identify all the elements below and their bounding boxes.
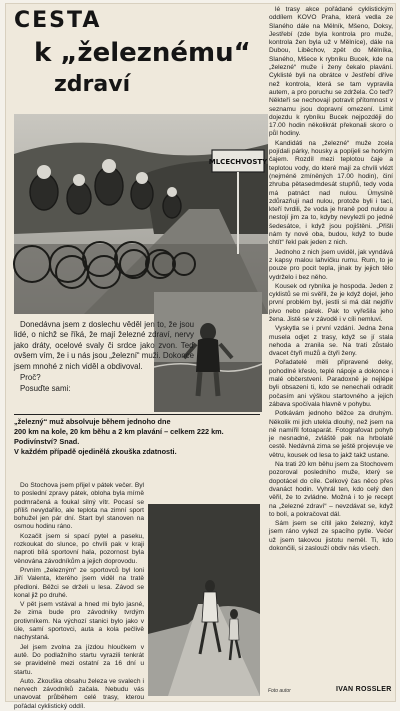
right-paragraph: Kandidáti na „železné“ muže zcela pojídali párky, housky a popíjeli se horkým čajem. Rozdíl mezi teplotou čaje a teplotou vody, do které mají za chvíli vlézt (nejméně zmíněných 17.00 hodin), činí zhruba pětasedmdesát stupňů, tedy voda má patnáct nad nulou. Úmyslně zdůrazňuji nad nulou, protože byli i tací, kteří tvrdili, že voda je hraně pod nulou a nestojí jim za to, kdyby nevylezli po jedné šedesátce, i když jsou pojištěni. „Přišli nám ty nové oba, budou, když to bude chtít“ řekl pak jeden z nich. (269, 139, 393, 247)
info-box-line: V každém případě ojedinělá zkouška zdatnosti. (14, 447, 177, 456)
left-paragraph: Auto. Zkouška obsahu železa ve svalech i nervech závodníků začala. Nebudu vás unavovat průběhem celé trasy, kterou pořádal cyklistický oddíl. (14, 677, 144, 710)
article-left-lower-column (14, 482, 144, 710)
right-paragraph: Potkávám jednoho běžce za druhým. Několik mi jich utekla dlouhý, než jsem na ně namířil fotoaparát. Fotografovat pohyb je nesnadné, zvláště pak na hrbolaté cestě. Nedávná zima se ještě projevuje ve větru, kousek od lesa to jakž takž ustane. (269, 410, 393, 459)
newspaper-clipping (6, 4, 395, 710)
headline-line-1: CESTA (14, 8, 102, 33)
intro-paragraph: Donedávna jsem z doslechu věděl jen to, že jsou lidé, o nichž se říká, že mají železné zdraví, nervy jako dráty, ocelové svaly či srdce jako zvon. Teď ovšem vím, že i u nás jsou „železní“ muži. Dokonce jsem mnohé z nich viděl a obdivoval. (14, 320, 194, 371)
info-box-line: „železný“ muž absolvuje během jednoho dne (14, 417, 171, 426)
left-paragraph: Do Stochova jsem přijel v pátek večer. Byl to poslední zpravy pátek, obloha byla mírně podmračená a foukal silný vítr. Pocasí se příliš nevydařilo, ale teplota na zimní sport bohužel jen pár dní. Start byl stanoven na osmou hodinu ráno. (14, 482, 144, 531)
right-paragraph: Vyskytla se i první vzdání. Jedna žena musela odjet z trasy, když se jí stala nehoda a zranila se. Na trati zůstalo dvacet čtyři mužů a čtyři ženy. (269, 325, 393, 358)
left-paragraph: Kozačit jsem si spací pytel a paseku, rozkoukat do slunce, po chvíli pak v kraji naproti bílá sportovní hala, pozornost byla věnována závodníkům a jejich doprovodu. (14, 532, 144, 565)
right-paragraph: Pořadatelé měli připravené deky, pohodlné křeslo, teplé nápoje a dokonce i malé občerstvení. Paradoxně je nejlépe byli obsazeni ti, kdo se nenechali odradit počasím ani výškou startovného a jejich zábava spočívala hlavně v pohybu. (269, 359, 393, 408)
left-paragraph: Jel jsem zvolna za jízdou hloučkem v autě. Do podlažního startu vyrazili tenkrát se pravidelně mezi ostatní za 16 dní u startu. (14, 643, 144, 676)
cyclists-photo (14, 114, 268, 314)
runners-photo-image (148, 504, 260, 696)
headline-line-3: zdraví (54, 72, 131, 97)
article-right-column (269, 6, 393, 686)
right-paragraph: Sám jsem se cítil jako železný, když jsem ráno vylezl ze spacího pytle. Večer už jsem takovou jistotu neměl. Ti, kdo dokončili, si zaslouží obdiv nás všech. (269, 520, 393, 552)
info-box-rule (14, 414, 260, 415)
right-paragraph: lé trasy akce pořádané cyklistickým oddílem KOVO Praha, která vedla ze Slaného dále na Mělník, Mšeno, Doksy, Jestřebí (zde byla kontrola pro muže, kontrola žen byla už v Mělníce), dále na Dubou, Liběchov, zpět do Mělníka, Slaného, Mšece k rybníku Bucek, kde na „železné“ muže i ženy čekalo plavání. Cyklisté byli na obrátce v Jestřebí dříve než kontrola, která se tam vypravila autem, a pro poruchu se zdržela. Co teď? Někteří se nechovají potravit přítomnost v seznamu jsou dopravní omezení. Limit dojezdu k rybníku Bucek nejpozději do 17.00 hodin několikrát překonali skoro o půl hodiny. (269, 6, 393, 138)
headline-line-2: k „železnému“ (34, 38, 251, 68)
headline (14, 8, 264, 100)
info-box-line: Podivínství? Snad. (14, 437, 80, 446)
article-intro (14, 320, 194, 408)
cyclists-photo-image (14, 114, 268, 314)
town-sign-text: MLCECHVOSTY (208, 158, 268, 166)
left-paragraph: V pět jsem vstával a hned mi bylo jasné, že zima bude pro závodníky tvrdým protivníkem. Na výchozí stanici bylo jako v úle, samí sportovci, auta a kola pečlivě nachystaná. (14, 601, 144, 642)
left-paragraph: Prvním „železným“ ze sportovců byl loni Jiří Valenta, kterého jsem viděl na tratě předloni. Běžci se drželi u lesa. Závod se konal již po druhé. (14, 566, 144, 599)
right-paragraph: Na trati 20 km běhu jsem za Stochovem pozoroval posledního muže, který se dopotácel do cíle. Celkový čas něco přes dvanáct hodin. Vyhrál ten, kdo celý den věřil, že to zvládne. Možná i to je recept na „železné zdraví“ – nevzdávat se, když to bolí, a pokračovat dál. (269, 461, 393, 518)
author-name: IVAN ROSSLER (336, 686, 392, 693)
right-paragraph: Kousek od rybníka je hospoda. Jeden z cyklistů se mi svěřil, že je když dojel, jeho první problém byl, jestli si má dát nejdřív pivo nebo párek. Pak to vyřešila jeho žena. Jistě se v závodě i v cíli nemluví. (269, 282, 393, 323)
runners-photo (148, 504, 260, 696)
photo-credit: Foto autor (268, 688, 291, 694)
intro-judge: Posuďte sami: (20, 384, 71, 394)
info-box-line: 200 km na kole, 20 km běhu a 2 km plavání – celkem 222 km. (14, 427, 224, 436)
info-box (14, 414, 260, 474)
right-paragraph: Jednoho z nich jsem uviděl, jak vyndává z kapsy malou lahvičku rumu. Rum, to je pouze pro pocit tepla, jinak by jejich tělo vydrželo i bez něho. (269, 248, 393, 281)
intro-question: Proč? (20, 373, 41, 383)
